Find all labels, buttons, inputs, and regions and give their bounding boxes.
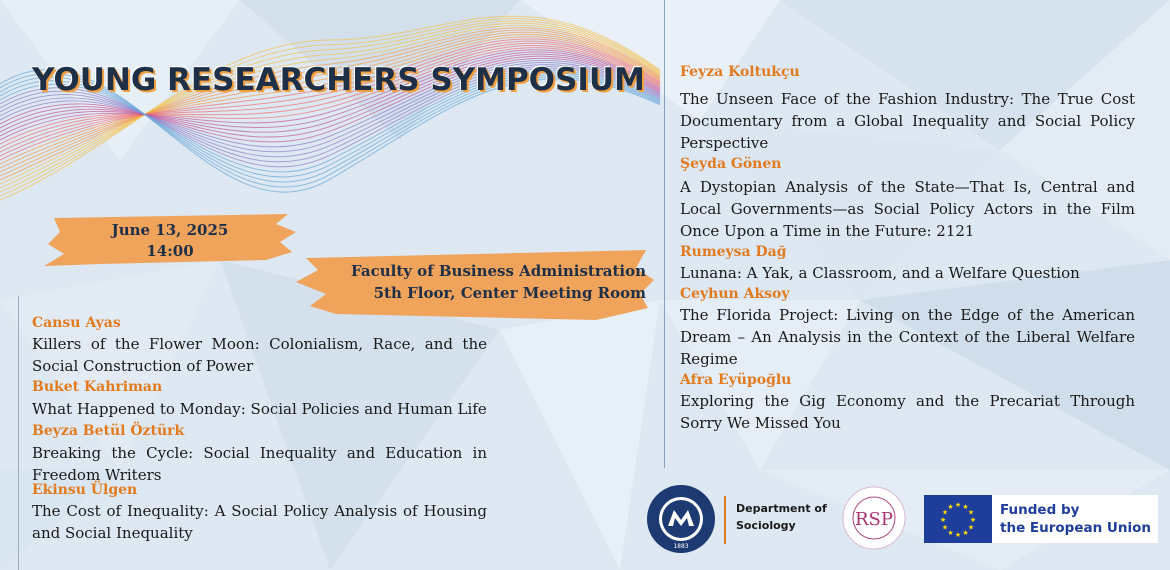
eu-star-icon: ★: [967, 523, 975, 532]
presenter-name: Buket Kahriman: [32, 379, 163, 395]
presentation-title: What Happened to Monday: Social Policies and Human Life: [32, 400, 487, 418]
left-edge-line: [18, 296, 19, 570]
eu-star-icon: ★: [947, 503, 954, 511]
eu-funding-badge: [924, 495, 1158, 543]
presentations-left: [32, 313, 487, 544]
date-time: [40, 220, 300, 262]
presentation-title: The Unseen Face of the Fashion Industry: The True Cost Documentary from a Global Inequality and Social Policy Perspective: [680, 90, 1135, 152]
venue-banner: [296, 250, 656, 320]
event-time: 14:00: [146, 242, 194, 260]
venue-room: 5th Floor, Center Meeting Room: [373, 284, 646, 302]
date-banner: [40, 212, 300, 268]
presenter-name: Ekinsu Ülgen: [32, 482, 138, 498]
presenter-name: Afra Eyüpoğlu: [680, 372, 792, 388]
wave-line: [0, 21, 660, 192]
eu-star-icon: ★: [967, 508, 975, 517]
eu-line2: the European Union: [1000, 520, 1152, 536]
page-title: YOUNG RESEARCHERS SYMPOSIUM: [32, 62, 645, 98]
presentation-entry: [680, 370, 1135, 434]
eu-star-icon: ★: [947, 529, 954, 537]
rsp-logo-icon: [842, 486, 906, 550]
column-divider: [664, 0, 665, 468]
presentation-title: Breaking the Cycle: Social Inequality and Education in Freedom Writers: [32, 444, 487, 484]
presentation-entry: [680, 242, 1135, 284]
department-label: [736, 500, 836, 534]
presentations-right: [680, 62, 1135, 434]
eu-star-icon: ★: [939, 516, 947, 524]
svg-text:1883: 1883: [673, 543, 689, 550]
presentation-entry: [680, 62, 1135, 154]
eu-star-icon: ★: [941, 523, 949, 532]
presentation-title: The Cost of Inequality: A Social Policy Analysis of Housing and Social Inequality: [32, 502, 487, 542]
presentation-title: Exploring the Gig Economy and the Precariat Through Sorry We Missed You: [680, 392, 1135, 432]
presentation-entry: [32, 480, 487, 544]
department-line2: Sociology: [736, 519, 796, 532]
presentation-title: The Florida Project: Living on the Edge of the American Dream – An Analysis in the Context of the Liberal Welfare Regime: [680, 306, 1135, 368]
venue-faculty: Faculty of Business Administration: [351, 262, 646, 280]
eu-star-icon: ★: [962, 503, 969, 511]
eu-star-icon: ★: [954, 531, 962, 539]
presentation-entry: [32, 377, 487, 420]
eu-line1: Funded by: [1000, 502, 1080, 518]
venue: [351, 260, 646, 304]
presentation-entry: [32, 313, 487, 377]
eu-star-icon: ★: [941, 508, 949, 517]
presentation-title: A Dystopian Analysis of the State—That Is, Central and Local Governments—as Social Policy Actors in the Film Once Upon a Time in the Future: 2121: [680, 178, 1135, 240]
presentation-entry: [680, 284, 1135, 370]
presenter-name: Beyza Betül Öztürk: [32, 423, 185, 439]
eu-star-icon: ★: [962, 529, 969, 537]
presentation-entry: [32, 421, 487, 486]
wave-line: [0, 28, 660, 180]
presentation-title: Lunana: A Yak, a Classroom, and a Welfare Question: [680, 264, 1080, 282]
eu-star-icon: ★: [969, 516, 977, 524]
presenter-name: Ceyhun Aksoy: [680, 286, 790, 302]
eu-flag-icon: [924, 495, 992, 543]
presenter-name: Rumeysa Dağ: [680, 244, 787, 260]
event-date: June 13, 2025: [111, 221, 229, 239]
presenter-name: Feyza Koltukçu: [680, 64, 800, 80]
presenter-name: Şeyda Gönen: [680, 156, 782, 172]
logo-separator: [724, 496, 726, 544]
presentation-entry: [680, 154, 1135, 242]
svg-text:RSP: RSP: [855, 509, 893, 530]
presenter-name: Cansu Ayas: [32, 315, 121, 331]
eu-star-icon: ★: [954, 501, 962, 509]
sponsor-logos: [646, 484, 1160, 554]
eu-funding-text: [1000, 501, 1151, 537]
department-line1: Department of: [736, 502, 827, 515]
presentation-title: Killers of the Flower Moon: Colonialism, Race, and the Social Construction of Power: [32, 335, 487, 375]
marmara-university-seal-icon: [646, 484, 716, 554]
